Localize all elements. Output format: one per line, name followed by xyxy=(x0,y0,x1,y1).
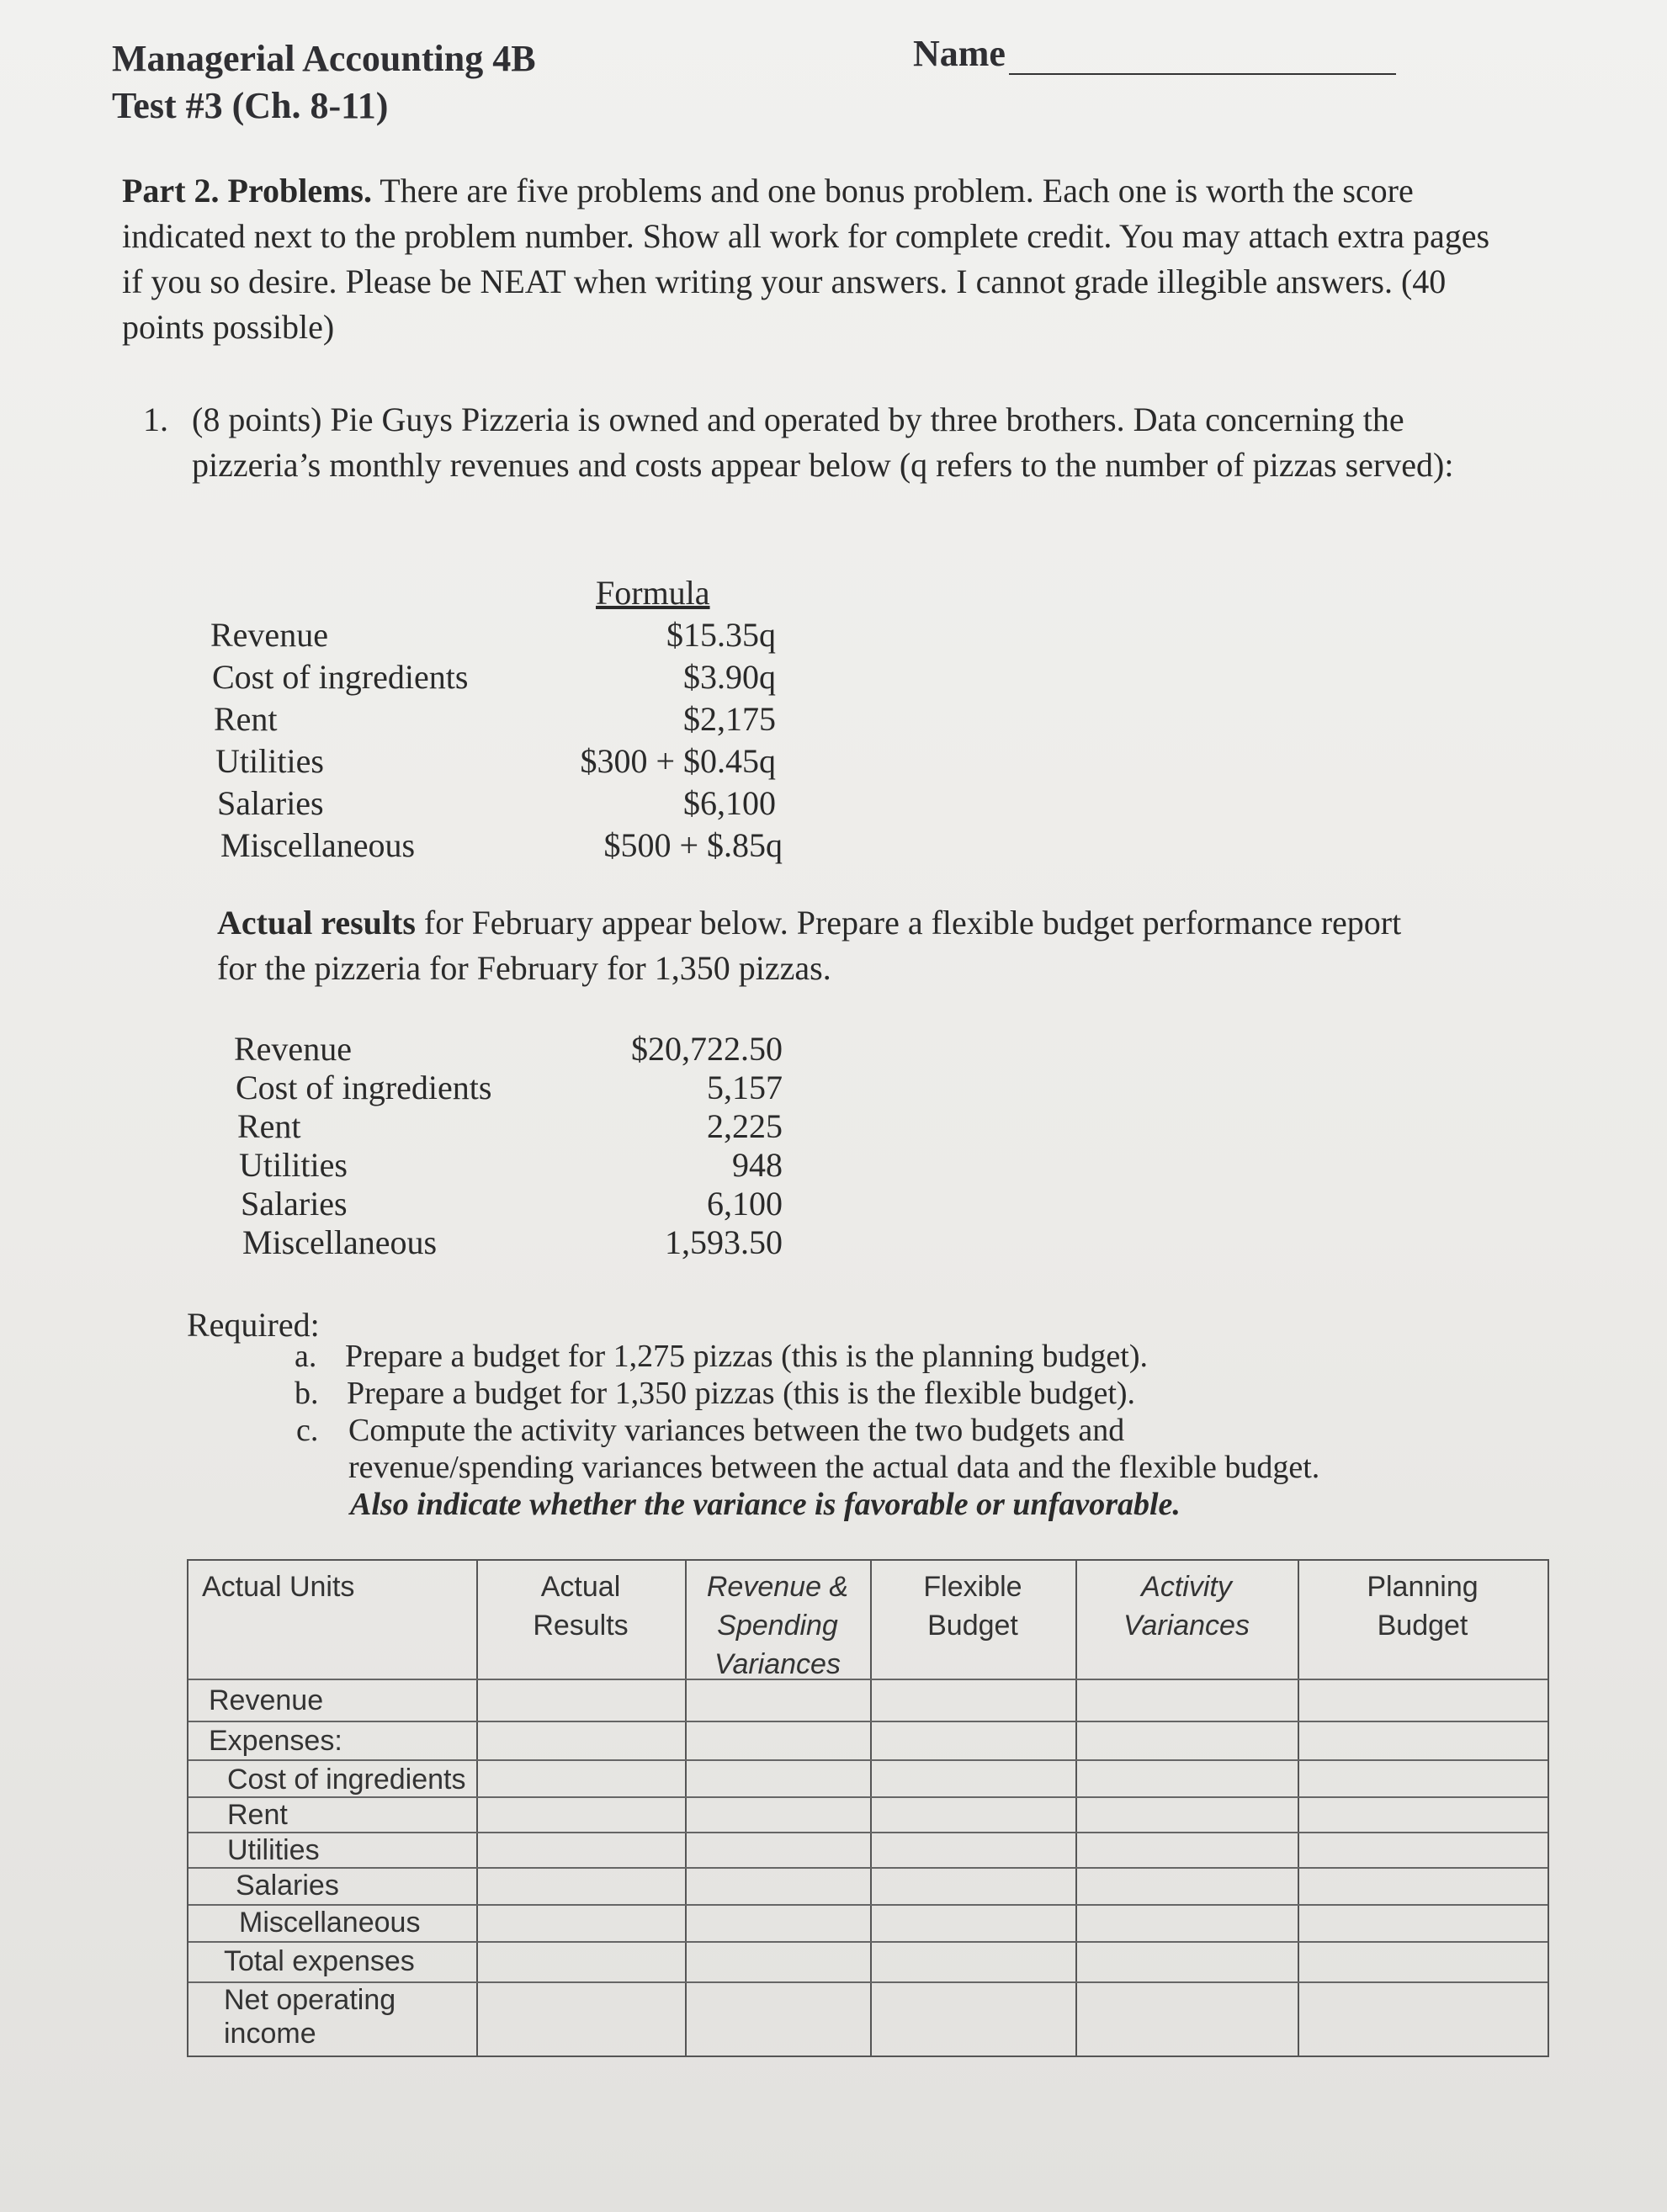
required-item: Prepare a budget for 1,350 pizzas (this is the flexible budget). xyxy=(347,1376,1136,1411)
problem-number: 1. xyxy=(143,400,168,438)
formula-value: $3.90q xyxy=(683,658,776,696)
required-label: Required: xyxy=(187,1306,320,1344)
row-label-utilities: Utilities xyxy=(227,1834,320,1866)
header-revenue-spending-variances xyxy=(685,1567,870,1684)
actual-label: Revenue xyxy=(234,1030,352,1068)
row-divider xyxy=(188,1832,1548,1833)
row-divider xyxy=(188,1759,1548,1761)
header-line: Flexible xyxy=(923,1571,1022,1603)
required-letter: a. xyxy=(295,1339,317,1374)
problem-text: (8 points) Pie Guys Pizzeria is owned and operated by three brothers. Data concerning the pizzeria’s monthly revenues and costs appear below (q refers to the number of pizzas served): xyxy=(192,400,1454,484)
header-line: Results xyxy=(533,1610,629,1642)
row-label-net-operating-income xyxy=(224,1983,396,2050)
part-label: Part 2. Problems. xyxy=(122,172,372,210)
actual-label: Miscellaneous xyxy=(242,1223,438,1261)
formula-value: $15.35q xyxy=(666,616,776,654)
formula-label: Revenue xyxy=(210,616,328,654)
row-label-total-expenses: Total expenses xyxy=(224,1945,415,1977)
header-actual-results xyxy=(476,1567,685,1645)
row-label-rent: Rent xyxy=(227,1799,288,1831)
row-label-revenue: Revenue xyxy=(209,1684,324,1716)
header-line: Variances xyxy=(714,1648,841,1680)
required-item: Compute the activity variances between the two budgets and xyxy=(348,1413,1125,1448)
header-line: Budget xyxy=(927,1610,1018,1642)
actual-intro-bold: Actual results xyxy=(217,904,416,942)
instructions-text: There are five problems and one bonus problem. Each one is worth the score indicated next to the problem number. Show all work for complete credit. You may attach extra pages if you so desire. Please be NEAT when writing your answers. I cannot grade illegible answers. (40 points possible) xyxy=(122,172,1490,346)
formula-value: $2,175 xyxy=(683,700,776,738)
actual-label: Salaries xyxy=(241,1185,348,1223)
actual-value: 6,100 xyxy=(707,1185,783,1223)
formula-value: $300 + $0.45q xyxy=(580,742,776,780)
actual-results-intro xyxy=(217,900,1437,991)
name-blank-line xyxy=(1009,43,1396,75)
formula-value: $500 + $.85q xyxy=(603,826,783,864)
actual-value: 2,225 xyxy=(707,1107,783,1145)
header-line: Activity xyxy=(1141,1571,1232,1603)
row-label-salaries: Salaries xyxy=(236,1870,339,1902)
formula-label: Salaries xyxy=(217,784,324,822)
row-label-miscellaneous: Miscellaneous xyxy=(239,1907,421,1939)
actual-value: 948 xyxy=(732,1146,783,1184)
actual-intro-text: for February appear below. Prepare a flexible budget performance report for the pizzeria for February for 1,350 pizzas. xyxy=(217,904,1402,987)
actual-label: Rent xyxy=(237,1107,301,1145)
formula-label: Cost of ingredients xyxy=(212,658,469,696)
header-activity-variances xyxy=(1075,1567,1298,1645)
row-label-cost-of-ingredients: Cost of ingredients xyxy=(227,1764,466,1796)
instructions-paragraph xyxy=(122,168,1494,350)
header-line: Revenue & xyxy=(706,1571,849,1603)
actual-value: $20,722.50 xyxy=(631,1030,783,1068)
name-field xyxy=(913,32,1396,75)
formula-header: Formula xyxy=(596,574,710,612)
header-line: Budget xyxy=(1377,1610,1468,1642)
header-planning-budget xyxy=(1298,1567,1548,1645)
name-label: Name xyxy=(913,33,1006,74)
actual-label: Utilities xyxy=(239,1146,348,1184)
required-letter: b. xyxy=(295,1376,319,1411)
header-line: Actual xyxy=(540,1571,621,1603)
row-divider xyxy=(188,1867,1548,1869)
required-item-emphasis: Also indicate whether the variance is favorable or unfavorable. xyxy=(350,1487,1181,1522)
performance-report-table xyxy=(187,1559,1549,2057)
row-divider xyxy=(188,1941,1548,1943)
required-item-continued: revenue/spending variances between the actual data and the flexible budget. xyxy=(348,1450,1320,1485)
formula-label: Miscellaneous xyxy=(220,826,416,864)
header-flexible-budget xyxy=(870,1567,1075,1645)
actual-value: 1,593.50 xyxy=(665,1223,783,1261)
header-line: Variances xyxy=(1123,1610,1250,1642)
test-title: Test #3 (Ch. 8-11) xyxy=(112,85,389,126)
formula-label: Utilities xyxy=(215,742,324,780)
formula-value: $6,100 xyxy=(683,784,776,822)
actual-value: 5,157 xyxy=(707,1069,783,1106)
row-label-expenses: Expenses: xyxy=(209,1725,342,1757)
required-item: Prepare a budget for 1,275 pizzas (this is the planning budget). xyxy=(345,1339,1148,1374)
header-line: Spending xyxy=(717,1610,838,1642)
actual-label: Cost of ingredients xyxy=(236,1069,492,1106)
header-actual-units: Actual Units xyxy=(202,1571,355,1603)
formula-label: Rent xyxy=(214,700,278,738)
required-letter: c. xyxy=(296,1413,319,1448)
header-line: Planning xyxy=(1367,1571,1479,1603)
course-title: Managerial Accounting 4B xyxy=(112,38,536,79)
row-divider xyxy=(188,1796,1548,1798)
row-label-line: income xyxy=(224,2018,316,2050)
row-divider xyxy=(188,1721,1548,1722)
row-label-line: Net operating xyxy=(224,1984,396,2016)
